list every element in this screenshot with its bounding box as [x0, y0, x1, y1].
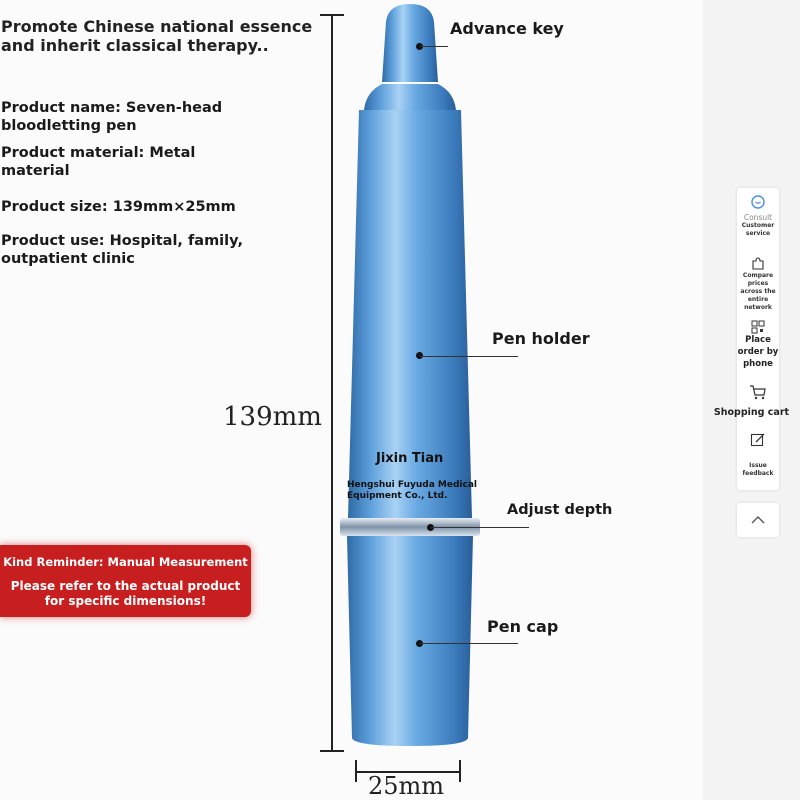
place-order-label: Place order by phone [737, 335, 779, 369]
place-order-by-phone-button[interactable] [737, 320, 779, 370]
adjust-depth-label: Adjust depth [507, 502, 613, 518]
reminder-banner [0, 545, 251, 617]
shopping-cart-label[interactable]: Shopping cart [713, 407, 790, 418]
puzzle-icon [750, 256, 766, 272]
compare-prices-button[interactable] [737, 256, 779, 312]
reminder-body: Please refer to the actual product for specific dimensions! [10, 579, 241, 608]
back-to-top-button[interactable] [737, 503, 779, 537]
pen-shoulder [364, 84, 456, 110]
headset-icon [750, 194, 766, 210]
width-dimension-cap-left [355, 760, 357, 782]
pen-holder-label: Pen holder [492, 329, 590, 348]
edit-icon [750, 432, 766, 448]
advance-key-label: Advance key [450, 19, 564, 38]
adjust-depth-leader [431, 527, 529, 528]
consult-sublabel: Customer service [741, 222, 775, 237]
product-material: Product material: Metal material [1, 145, 196, 179]
advance-key [382, 4, 438, 82]
consult-label: Consult [743, 213, 773, 222]
brand-name: Jixin Tian [376, 451, 444, 466]
qr-code-icon [751, 320, 765, 334]
pen-holder-leader [420, 356, 518, 357]
shopping-cart-icon-button[interactable] [737, 384, 779, 400]
compare-prices-label: Compare prices across the entire network [740, 272, 776, 311]
reminder-title: Kind Reminder: Manual Measurement [3, 555, 248, 569]
pen-cap-label: Pen cap [487, 617, 559, 636]
chevron-up-icon [737, 503, 779, 537]
pen-cap [347, 536, 473, 746]
consult-button[interactable] [737, 194, 779, 238]
product-name: Product name: Seven-head bloodletting pen [1, 100, 223, 134]
issue-feedback-button[interactable] [737, 432, 779, 478]
advance-key-leader [420, 46, 448, 47]
tagline: Promote Chinese national essence and inherit classical therapy.. [1, 17, 313, 55]
width-dimension-cap-right [459, 760, 461, 782]
height-dimension-label: 139mm [223, 402, 322, 432]
product-size: Product size: 139mm×25mm [1, 199, 236, 215]
floating-toolbar [737, 188, 779, 490]
pen-cap-leader [420, 643, 518, 644]
width-dimension-label: 25mm [368, 772, 445, 800]
cart-icon [749, 384, 767, 400]
product-use: Product use: Hospital, family, outpatient clinic [1, 233, 243, 267]
issue-feedback-label: Issue feedback [742, 462, 774, 477]
company-name: Hengshui Fuyuda Medical Equipment Co., Ltd. [347, 480, 477, 501]
